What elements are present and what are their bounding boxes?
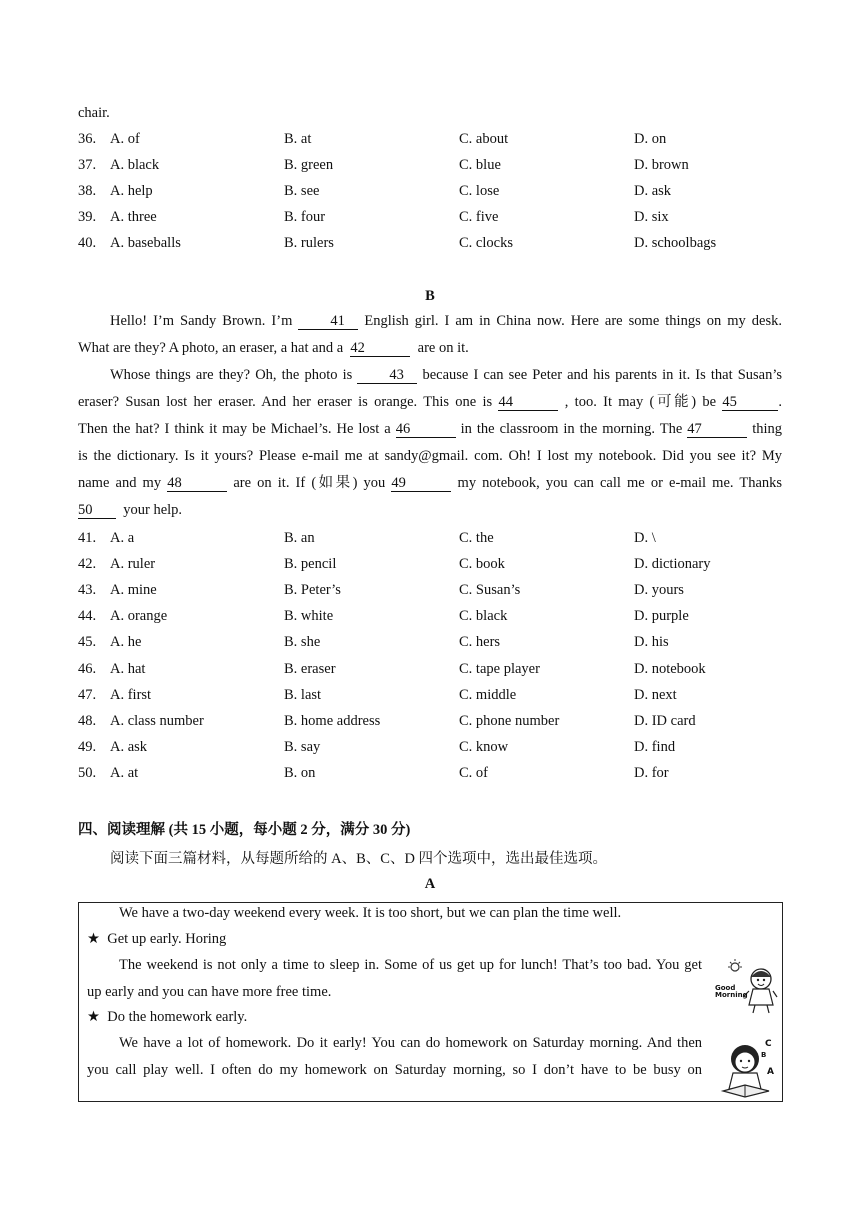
option-a: A. ask [110, 739, 148, 755]
intro-line: We have a two-day weekend every week. It is too short, but we can plan the time well. [119, 905, 622, 921]
option-row [78, 739, 782, 761]
option-d: D. find [634, 739, 676, 755]
option-row [78, 235, 782, 257]
option-c: C. of [459, 765, 488, 781]
text: are on it. If (如果) you [233, 475, 386, 491]
option-d: D. for [634, 765, 669, 781]
option-c: C. blue [459, 157, 501, 173]
option-a: A. a [110, 530, 135, 546]
blank-41: 41 [298, 314, 358, 330]
question-number: 37. [78, 157, 97, 173]
tip-title: Get up early. Horing [107, 931, 227, 947]
blank-45: 45 [722, 395, 778, 411]
option-row [78, 661, 782, 683]
option-a: A. three [110, 209, 157, 225]
paragraph-line: you call play well. I often do my homework on Saturday morning, so I don’t have to be busy on [87, 1062, 702, 1078]
question-number: 41. [78, 530, 97, 546]
option-b: B. say [284, 739, 321, 755]
question-number: 44. [78, 608, 97, 624]
option-a: A. he [110, 634, 142, 650]
option-d: D. ask [634, 183, 672, 199]
option-row [78, 530, 782, 552]
text: in the classroom in the morning. The [460, 421, 683, 437]
section-instruction: 阅读下面三篇材料，从每题所给的 A、B、C、D 四个选项中，选出最佳选项。 [110, 851, 608, 867]
option-b: B. on [284, 765, 316, 781]
option-a: A. black [110, 157, 160, 173]
option-d: D. six [634, 209, 669, 225]
text: are on it. [417, 340, 469, 356]
option-b: B. green [284, 157, 334, 173]
blank-42: 42 [350, 341, 410, 357]
option-c: C. black [459, 608, 508, 624]
option-c: C. hers [459, 634, 501, 650]
option-row [78, 582, 782, 604]
option-a: A. mine [110, 582, 157, 598]
passage-line [78, 389, 782, 416]
option-d: D. purple [634, 608, 689, 624]
option-c: C. the [459, 530, 494, 546]
option-b: B. four [284, 209, 326, 225]
option-d: D. on [634, 131, 667, 147]
text: English girl. I am in China now. Here are some things on my desk. [364, 313, 783, 329]
option-b: B. home address [284, 713, 381, 729]
paragraph-line: The weekend is not only a time to sleep in. Some of us get up for lunch! That’s too bad. You get [119, 957, 702, 973]
text: name and my [78, 475, 162, 491]
passage-line [78, 362, 782, 389]
option-b: B. rulers [284, 235, 334, 251]
text: your help. [123, 502, 183, 518]
letter-b: B [761, 1051, 767, 1059]
good-morning-illustration [715, 959, 779, 1015]
question-number: 40. [78, 235, 97, 251]
blank-46: 46 [396, 422, 456, 438]
option-a: A. of [110, 131, 140, 147]
question-number: 48. [78, 713, 97, 729]
section-b-title: B [425, 288, 435, 304]
option-d: D. dictionary [634, 556, 711, 572]
option-row [78, 556, 782, 578]
option-a: A. ruler [110, 556, 156, 572]
option-c: C. phone number [459, 713, 560, 729]
option-a: A. help [110, 183, 153, 199]
option-row [78, 687, 782, 709]
option-a: A. orange [110, 608, 168, 624]
blank-44: 44 [498, 395, 558, 411]
tip-title: Do the homework early. [107, 1009, 248, 1025]
question-number: 49. [78, 739, 97, 755]
question-number: 43. [78, 582, 97, 598]
option-c: C. clocks [459, 235, 513, 251]
option-row [78, 634, 782, 656]
option-a: A. class number [110, 713, 204, 729]
option-a: A. first [110, 687, 152, 703]
option-d: D. \ [634, 530, 656, 546]
star-icon: ★ [87, 1009, 100, 1025]
letter-a: A [767, 1067, 774, 1077]
continuation-text: chair. [78, 105, 110, 121]
option-b: B. an [284, 530, 315, 546]
option-a: A. at [110, 765, 139, 781]
option-row [78, 765, 782, 787]
text: because I can see Peter and his parents in it. Is that Susan’s [422, 367, 783, 383]
blank-49: 49 [391, 476, 451, 492]
passage-line [78, 335, 782, 362]
question-number: 50. [78, 765, 97, 781]
blank-50: 50 [78, 503, 116, 519]
text: my notebook, you can call me or e-mail me. Thanks [457, 475, 783, 491]
option-c: C. lose [459, 183, 500, 199]
question-number: 47. [78, 687, 97, 703]
option-d: D. notebook [634, 661, 706, 677]
passage-line [78, 416, 782, 443]
option-b: B. pencil [284, 556, 337, 572]
paragraph-line: We have a lot of homework. Do it early! You can do homework on Saturday morning. And then [119, 1035, 702, 1051]
option-row [78, 713, 782, 735]
blank-43: 43 [357, 368, 417, 384]
option-b: B. see [284, 183, 320, 199]
passage-line [78, 308, 782, 335]
option-a: A. hat [110, 661, 146, 677]
star-icon: ★ [87, 931, 100, 947]
option-d: D. next [634, 687, 677, 703]
option-c: C. know [459, 739, 509, 755]
question-number: 46. [78, 661, 97, 677]
option-b: B. at [284, 131, 312, 147]
option-row [78, 131, 782, 153]
question-number: 36. [78, 131, 97, 147]
option-c: C. middle [459, 687, 517, 703]
option-d: D. yours [634, 582, 684, 598]
blank-48: 48 [167, 476, 227, 492]
passage-line [78, 497, 782, 524]
text: eraser? Susan lost her eraser. And her eraser is orange. This one is [78, 394, 493, 410]
option-row [78, 157, 782, 179]
option-row [78, 183, 782, 205]
option-b: B. last [284, 687, 322, 703]
text: Whose things are they? Oh, the photo is [110, 367, 353, 383]
option-row [78, 608, 782, 630]
text: . [778, 394, 783, 410]
question-number: 38. [78, 183, 97, 199]
text: , too. It may (可能) be [564, 394, 717, 410]
option-d: D. schoolbags [634, 235, 717, 251]
option-c: C. book [459, 556, 505, 572]
option-row [78, 209, 782, 231]
boy-reading-illustration [715, 1039, 779, 1099]
passage-a-box [78, 902, 783, 1102]
option-b: B. Peter’s [284, 582, 341, 598]
section-heading: 四、阅读理解 (共 15 小题，每小题 2 分，满分 30 分) [78, 822, 411, 838]
letter-c: C [765, 1039, 772, 1049]
passage-a-title: A [424, 876, 436, 892]
option-c: C. about [459, 131, 509, 147]
tip-heading [87, 1009, 702, 1026]
passage-b [78, 308, 782, 524]
option-c: C. tape player [459, 661, 540, 677]
text: Hello! I’m Sandy Brown. I’m [110, 313, 293, 329]
tip-heading [87, 931, 702, 948]
option-d: D. brown [634, 157, 689, 173]
passage-line [78, 470, 782, 497]
text: What are they? A photo, an eraser, a hat and a [78, 340, 344, 356]
passage-line: is the dictionary. Is it yours? Please e-mail me at sandy@gmail. com. Oh! I lost my notebook. Did you see it? My [78, 448, 782, 464]
question-number: 39. [78, 209, 97, 225]
option-c: C. five [459, 209, 499, 225]
option-d: D. ID card [634, 713, 696, 729]
option-d: D. his [634, 634, 669, 650]
option-b: B. eraser [284, 661, 336, 677]
text: Then the hat? I think it may be Michael’s. He lost a [78, 421, 391, 437]
question-number: 45. [78, 634, 97, 650]
option-a: A. baseballs [110, 235, 181, 251]
option-b: B. white [284, 608, 334, 624]
blank-47: 47 [687, 422, 747, 438]
paragraph-line: up early and you can have more free time. [87, 984, 332, 1000]
good-morning-label: Good Morning [715, 984, 748, 999]
text: thing [752, 421, 783, 437]
option-c: C. Susan’s [459, 582, 521, 598]
question-number: 42. [78, 556, 97, 572]
option-b: B. she [284, 634, 321, 650]
